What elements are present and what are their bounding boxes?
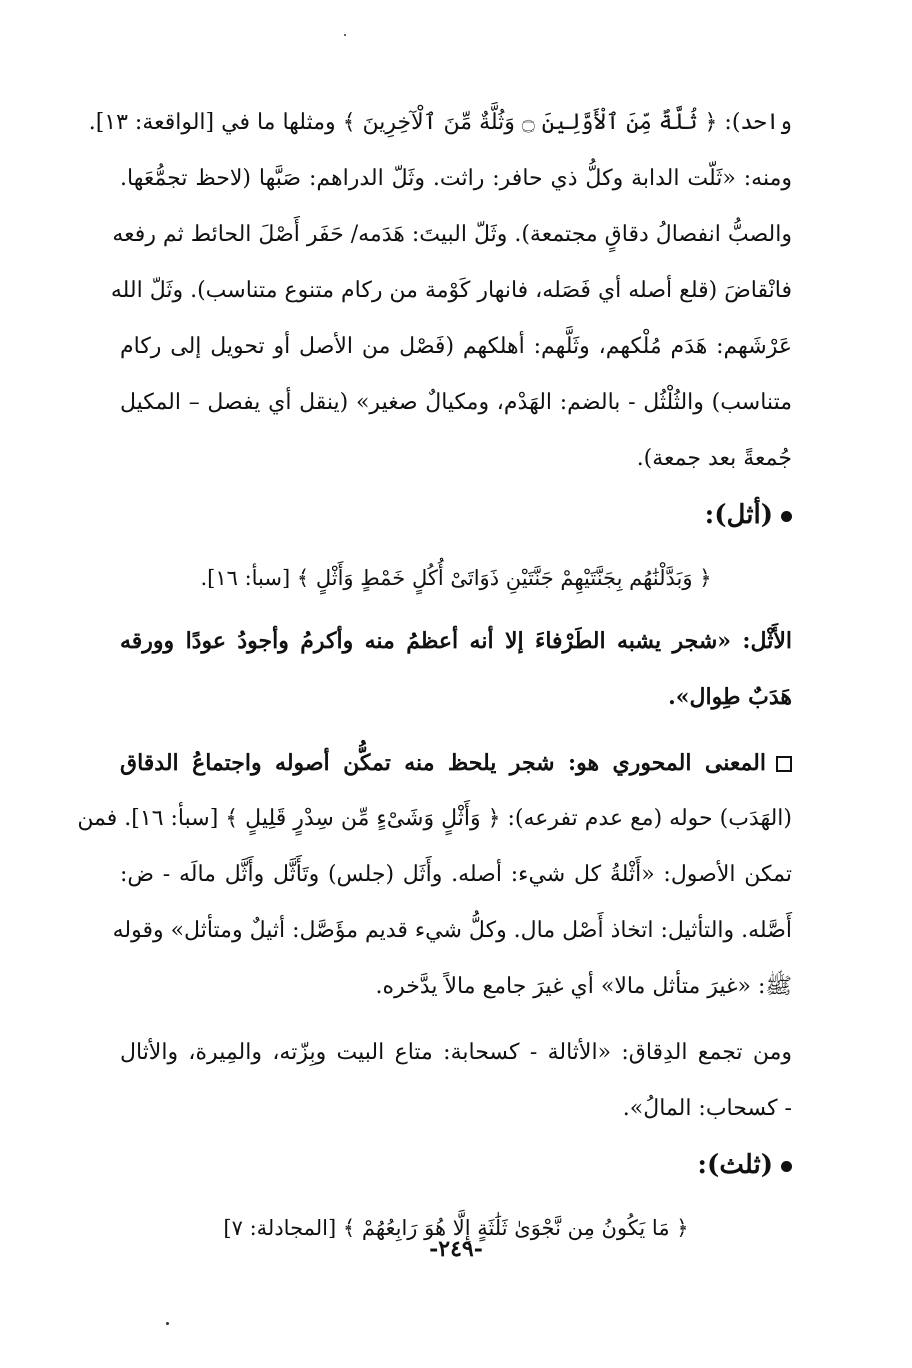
paragraph1-line-4: فانْقاضَ (قلع أصله أي فَصَله، فانهار كَوْمة من ركام متنوع متناسب). وثَلّ الله: [110, 278, 792, 303]
text-column: [77, 95, 792, 1263]
quran-verse-mujadila: ﴿ مَا يَكُونُ مِن نَّجْوَىٰ ثَلَٰثَةٍ إِلَّا هُوَ رَابِعُهُمْ ﴾ [المجادلة: ٧]: [223, 1216, 689, 1240]
section-heading-thalath: [120, 1137, 792, 1193]
gathering-line-2: - كسحاب: المالُ».: [622, 1096, 792, 1121]
core-meaning-line-4: أَصَّله. والتأثيل: اتخاذ أَصْل مال. وكلُّ شيء قديم مؤَصَّل: أثيلٌ ومتأثل» وقوله: [112, 918, 792, 943]
bullet-icon: [781, 1161, 792, 1172]
section-heading-athl: [120, 487, 792, 543]
core-meaning-line-1: [120, 735, 792, 791]
paragraph1-line-1: واحد): ﴿ ثُلَّةٌ مِّنَ ٱلْأَوَّلِينَ ۝ وَثُلَّةٌ مِّنَ ٱلْآخِرِينَ ﴾ ومثلها ما في [الواقعة: ١٣].: [88, 110, 792, 135]
quran-verse-saba: ﴿ وَبَدَّلْنَٰهُم بِجَنَّتَيْهِمْ جَنَّتَيْنِ ذَوَاتَىْ أُكُلٍ خَمْطٍ وَأَثْلٍ ﴾ [سبأ: ١٦].: [200, 566, 712, 590]
square-bullet-icon: [776, 756, 792, 772]
core-meaning-line-2: (الهَدَب) حوله (مع عدم تفرعه): ﴿ وَأَثْلٍ وَشَىْءٍ مِّن سِدْرٍ قَلِيلٍ ﴾ [سبأ: ١٦]. فمن: [77, 806, 792, 831]
page-number: -٢٤٩-: [429, 1236, 483, 1262]
core-meaning-line-3: تمكن الأصول: «أَثْلةُ كل شيء: أصله. وأَثَل (جلس) وتَأَثَّل وأَثَّل مالَه - ض:: [120, 862, 792, 887]
paragraph1-line-7: جُمعةً بعد جمعة).: [636, 446, 792, 471]
paragraph1-line-5: عَرْشَهم: هَدَم مُلْكهم، وثَلَّهم: أهلكهم (فَصْل من الأصل أو تحويل إلى ركام: [120, 334, 792, 359]
bullet-icon: [781, 511, 792, 522]
scan-speck: [166, 1322, 169, 1325]
scan-speck: [344, 34, 346, 36]
core-meaning-line-5: ﷺ: «غيرَ متأثل مالا» أي غيرَ جامع مالاً يدَّخره.: [375, 974, 792, 999]
section-heading-thalath-text: (ثلث):: [697, 1150, 773, 1180]
definition-line-1: الأَثْل: «شجر يشبه الطَرْفاءَ إلا أنه أعظمُ منه وأكرمُ وأجودُ عودًا وورقه: [120, 628, 792, 654]
definition-line-2: هَدَبٌ طِوال».: [668, 684, 792, 710]
gathering-line-1: ومن تجمع الدِقاق: «الأثالة - كسحابة: متاع البيت وبِزّته، والمِيرة، والأثال: [120, 1040, 792, 1065]
section-heading-athl-text: (أثل):: [704, 500, 773, 530]
paragraph1-line-3: والصبُّ انفصالُ دقاقٍ مجتمعة). وثَلّ البيتَ: هَدَمه/ حَفَر أَصْلَ الحائط ثم رفعه: [112, 222, 792, 247]
core-meaning-line-1-text: المعنى المحوري هو: شجر يلحظ منه تمكُّن أصوله واجتماعُ الدقاق: [120, 750, 766, 776]
paragraph1-line-6: متناسب) والثُلْثُل - بالضم: الهَدْم، ومكيالٌ صغير» (ينقل أي يفصل – المكيل: [120, 390, 792, 415]
paragraph1-line-2: ومنه: «ثَلّت الدابة وكلُّ ذي حافر: راثت. وثَلّ الدراهم: صَبَّها (لاحظ تجمُّعَها.: [120, 166, 792, 191]
